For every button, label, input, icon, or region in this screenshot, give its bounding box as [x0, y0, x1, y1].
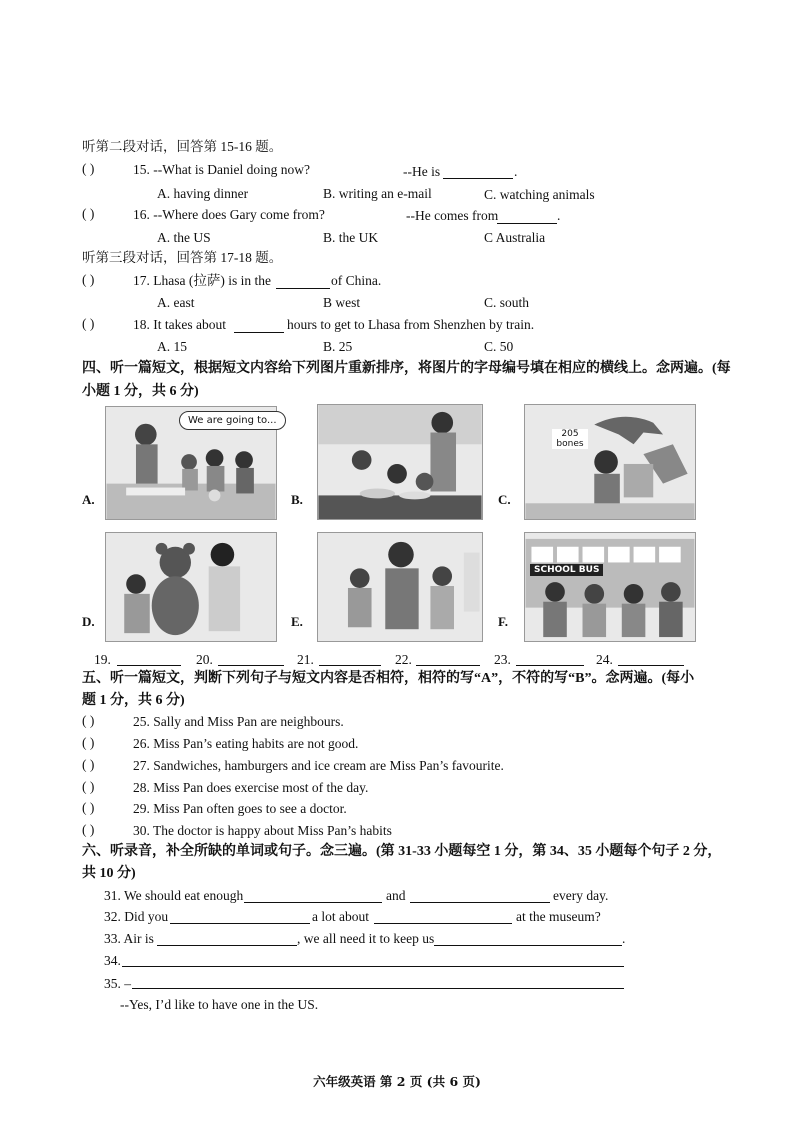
q25-answer-paren[interactable]: ( ) — [82, 713, 95, 728]
picture-c-letter: C. — [498, 492, 511, 507]
q31-blank-2[interactable] — [410, 902, 550, 903]
picture-f-bus-sign: SCHOOL BUS — [530, 564, 603, 576]
q35-label: 35. – — [104, 976, 131, 991]
dialog2-intro: 听第二段对话，回答第 15-16 题。 — [82, 139, 283, 154]
q32-blank-1[interactable] — [170, 923, 310, 924]
picture-d — [105, 532, 277, 642]
page-footer: 六年级英语 第 2 页 (共 6 页) — [313, 1074, 481, 1089]
q33-lead: 33. Air is — [104, 931, 154, 946]
q30-answer-paren[interactable]: ( ) — [82, 822, 95, 837]
q18-answer-blank[interactable] — [234, 332, 284, 333]
part4-heading-line1: 四、听一篇短文，根据短文内容给下列图片重新排序，将图片的字母编号填在相应的横线上。念两遍。(每 — [82, 361, 731, 376]
q34-label: 34. — [104, 953, 121, 968]
q29-answer-paren[interactable]: ( ) — [82, 800, 95, 815]
q31-tail: every day. — [553, 888, 609, 903]
picture-c — [524, 404, 696, 520]
q16-answer-paren[interactable]: ( ) — [82, 206, 95, 221]
order-blank-23[interactable] — [516, 665, 584, 666]
order-blank-24[interactable] — [618, 665, 684, 666]
order-blank-23-label: 23. — [494, 652, 511, 667]
dinosaur-museum-illustration — [525, 405, 695, 519]
q18-answer-paren[interactable]: ( ) — [82, 316, 95, 331]
q33-mid: , we all need it to keep us — [297, 931, 435, 946]
q32-tail: at the museum? — [516, 909, 601, 924]
picture-e — [317, 532, 483, 642]
q18-option-b: B. 25 — [323, 339, 353, 354]
q26-answer-paren[interactable]: ( ) — [82, 735, 95, 750]
q15-answer-tail: . — [514, 164, 518, 179]
order-blank-20[interactable] — [218, 665, 284, 666]
part6-heading-line2: 共 10 分) — [82, 866, 136, 881]
q30-statement: 30. The doctor is happy about Miss Pan’s habits — [133, 823, 392, 838]
q35-reply: --Yes, I’d like to have one in the US. — [120, 997, 319, 1012]
q33-blank-2[interactable] — [434, 945, 622, 946]
picture-f-letter: F. — [498, 614, 508, 629]
order-blank-22-label: 22. — [395, 652, 412, 667]
q15-stem: 15. --What is Daniel doing now? — [133, 162, 310, 177]
q32-mid: a lot about — [312, 909, 369, 924]
art-gallery-illustration — [318, 533, 482, 641]
q33-blank-1[interactable] — [157, 945, 297, 946]
q15-answer-lead: --He is — [403, 164, 441, 179]
q31-blank-1[interactable] — [244, 902, 382, 903]
part5-heading-line1: 五、听一篇短文，判断下列句子与短文内容是否相符，相符的写“A”，不符的写“B”。念两遍。(每小 — [82, 671, 695, 686]
q15-option-a: A. having dinner — [157, 186, 249, 201]
picture-d-letter: D. — [82, 614, 95, 629]
order-blank-22[interactable] — [416, 665, 480, 666]
q17-answer-blank[interactable] — [276, 288, 330, 289]
picture-f — [524, 532, 696, 642]
q18-stem-lead: 18. It takes about — [133, 317, 226, 332]
q17-stem-tail: of China. — [331, 273, 382, 288]
q31-mid: and — [386, 888, 406, 903]
q27-answer-paren[interactable]: ( ) — [82, 757, 95, 772]
order-blank-19-label: 19. — [94, 652, 111, 667]
part6-heading-line1: 六、听录音，补全所缺的单词或句子。念三遍。(第 31-33 小题每空 1 分，第 34、35 小题每个句子 2 分， — [82, 844, 722, 859]
picture-a-speech-bubble: We are going to... — [179, 411, 286, 430]
picture-e-letter: E. — [291, 614, 303, 629]
q28-answer-paren[interactable]: ( ) — [82, 779, 95, 794]
q15-answer-paren[interactable]: ( ) — [82, 161, 95, 176]
q16-option-c: C Australia — [484, 230, 546, 245]
q15-answer-blank[interactable] — [443, 178, 513, 179]
school-bus-illustration — [525, 533, 695, 641]
q32-blank-2[interactable] — [374, 923, 512, 924]
q17-stem-lead: 17. Lhasa (拉萨) is in the — [133, 273, 271, 288]
q26-statement: 26. Miss Pan’s eating habits are not good. — [133, 736, 359, 751]
q18-stem-tail: hours to get to Lhasa from Shenzhen by train. — [287, 317, 535, 332]
part4-heading-line2: 小题 1 分，共 6 分) — [82, 384, 199, 399]
q15-option-c: C. watching animals — [484, 187, 595, 202]
dialog3-intro: 听第三段对话，回答第 17-18 题。 — [82, 250, 283, 265]
q16-option-b: B. the UK — [323, 230, 379, 245]
order-blank-19[interactable] — [117, 665, 181, 666]
order-blank-20-label: 20. — [196, 652, 213, 667]
order-blank-21-label: 21. — [297, 652, 314, 667]
order-blank-21[interactable] — [319, 665, 381, 666]
teddy-bear-illustration — [106, 533, 276, 641]
q33-tail: . — [622, 931, 626, 946]
q25-statement: 25. Sally and Miss Pan are neighbours. — [133, 714, 344, 729]
q17-option-c: C. south — [484, 295, 530, 310]
q16-option-a: A. the US — [157, 230, 211, 245]
q28-statement: 28. Miss Pan does exercise most of the day. — [133, 780, 369, 795]
restaurant-illustration — [318, 405, 482, 519]
q16-answer-lead: --He comes from — [406, 208, 499, 223]
q16-answer-blank[interactable] — [497, 223, 557, 224]
order-blank-24-label: 24. — [596, 652, 613, 667]
q18-option-a: A. 15 — [157, 339, 187, 354]
q29-statement: 29. Miss Pan often goes to see a doctor. — [133, 801, 347, 816]
picture-b-letter: B. — [291, 492, 303, 507]
q18-option-c: C. 50 — [484, 339, 514, 354]
q27-statement: 27. Sandwiches, hamburgers and ice cream are Miss Pan’s favourite. — [133, 758, 504, 773]
q31-lead: 31. We should eat enough — [104, 888, 244, 903]
q17-option-b: B west — [323, 295, 361, 310]
picture-b — [317, 404, 483, 520]
picture-a-letter: A. — [82, 492, 95, 507]
q17-option-a: A. east — [157, 295, 195, 310]
q16-stem: 16. --Where does Gary come from? — [133, 207, 325, 222]
q15-option-b: B. writing an e-mail — [323, 186, 432, 201]
picture-c-bones-tag: 205 bones — [552, 429, 588, 449]
q32-lead: 32. Did you — [104, 909, 169, 924]
q34-answer-line[interactable] — [122, 966, 624, 967]
part5-heading-line2: 题 1 分，共 6 分) — [82, 693, 185, 708]
q35-answer-line[interactable] — [132, 988, 624, 989]
q17-answer-paren[interactable]: ( ) — [82, 272, 95, 287]
q16-answer-tail: . — [557, 208, 561, 223]
